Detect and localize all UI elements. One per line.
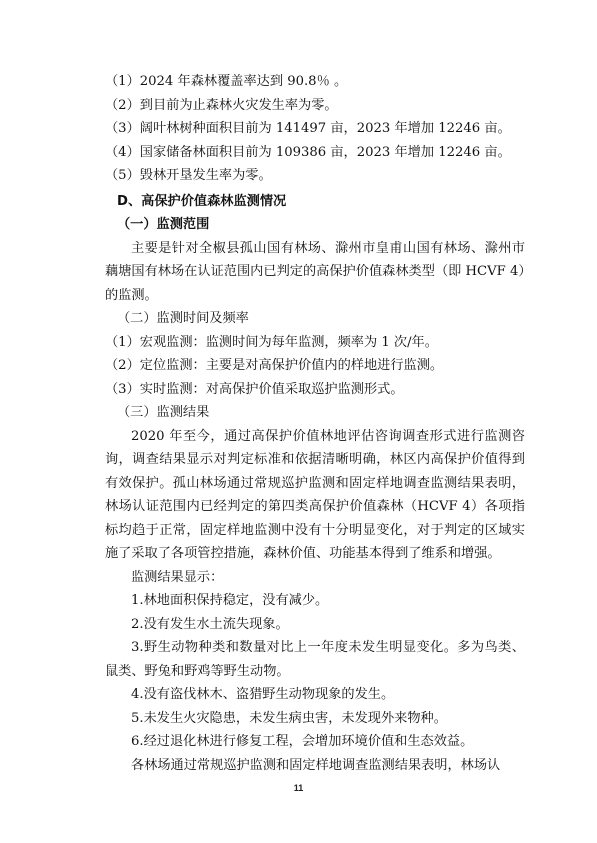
forest-stat-1: （1）2024 年森林覆盖率达到 90.8％ 。 xyxy=(105,74,348,89)
forest-stat-4: （4）国家储备林面积目前为 109386 亩，2023 年增加 12246 亩。 xyxy=(105,144,511,160)
forest-stat-2: （2）到目前为止森林火灾发生率为零。 xyxy=(105,97,338,113)
results-item-6: 6.经过退化林进行修复工程，会增加环境价值和生态效益。 xyxy=(131,734,474,749)
time-frequency-item-1: （1）宏观监测：监测时间为每年监测，频率为 1 次/年。 xyxy=(105,334,438,350)
forest-stat-5: （5）毁林开垦发生率为零。 xyxy=(105,168,272,183)
page-number: 11 xyxy=(293,783,304,793)
results-paragraph: 2020 年至今，通过高保护价值林地评估咨询调查形式进行监测咨询，调查结果显示对判定标准和依据清晰明确，林区内高保护价值得到有效保护。孤山林场通过常规巡护监测和固定样地调查监测结果表明，林场认证范围内已经判定的第四类高保护价值森林（HCVF 4）各项指标均趋于正常，固定样地监测中没有十分明显变化，对于判定的区域实施了采取了各项管控措施，森林价值、功能基本得到了维系和增强。 xyxy=(105,428,525,561)
section-d-title: D、高保护价值森林监测情况 xyxy=(117,193,287,209)
time-frequency-heading: （二）监测时间及频率 xyxy=(117,311,249,326)
time-frequency-item-2: （2）定位监测：主要是对高保护价值内的样地进行监测。 xyxy=(105,358,444,373)
results-item-4: 4.没有盗伐林木、盗猎野生动物现象的发生。 xyxy=(131,687,395,702)
results-item-3: 3.野生动物种类和数量对比上一年度未发生明显变化。多为鸟类、鼠类、野兔和野鸡等野生动物。 xyxy=(105,640,525,679)
results-item-2: 2.没有发生水土流失现象。 xyxy=(131,616,289,632)
forest-stat-3: （3）阔叶林树种面积目前为 141497 亩，2023 年增加 12246 亩。 xyxy=(105,121,511,136)
results-item-5: 5.未发生火灾隐患，未发生病虫害，未发现外来物种。 xyxy=(131,710,447,726)
scope-heading: （一）监测范围 xyxy=(117,217,210,232)
results-item-1: 1.林地面积保持稳定，没有减少。 xyxy=(131,593,329,608)
scope-paragraph: 主要是针对全椒县孤山国有林场、滁州市皇甫山国有林场、滁州市藕塘国有林场在认证范围内已判定的高保护价值森林类型（即 HCVF 4）的监测。 xyxy=(105,240,525,303)
time-frequency-item-3: （3）实时监测：对高保护价值采取巡护监测形式。 xyxy=(105,381,404,397)
page-content xyxy=(105,70,525,777)
results-display-intro: 监测结果显示： xyxy=(131,569,224,585)
results-closing-fragment: 各林场通过常规巡护监测和固定样地调查监测结果表明，林场认 xyxy=(131,757,501,773)
results-heading: （三）监测结果 xyxy=(117,405,210,420)
